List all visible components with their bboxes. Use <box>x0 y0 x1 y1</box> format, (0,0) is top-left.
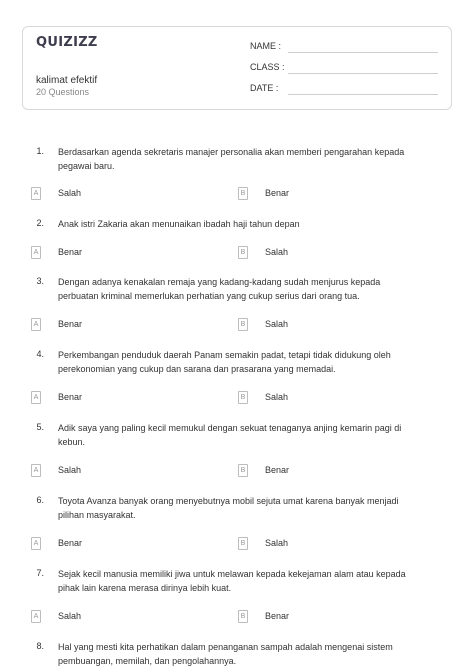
option-a-text[interactable]: Benar <box>58 319 83 329</box>
option-a-text[interactable]: Salah <box>58 188 82 198</box>
question-number: 8. <box>36 641 44 651</box>
question-line: pilihan masyarakat. <box>58 510 136 520</box>
option-b-text[interactable]: Benar <box>265 188 290 198</box>
worksheet-title: kalimat efektif <box>36 75 98 86</box>
quizizz-logo: QUIZIZZ <box>36 35 98 50</box>
question-number: 4. <box>36 349 44 359</box>
question-number: 5. <box>36 422 44 432</box>
question-number: 1. <box>36 146 44 156</box>
option-b-text[interactable]: Salah <box>265 392 289 402</box>
option-a-box[interactable]: A <box>31 537 41 550</box>
option-b-box[interactable]: B <box>238 391 248 404</box>
question-text <box>58 217 443 231</box>
question-number: 6. <box>36 495 44 505</box>
option-b-text[interactable]: Benar <box>265 611 290 621</box>
question-text <box>58 348 443 376</box>
question-line: Berdasarkan agenda sekretaris manajer personalia akan memberi pengarahan kepada <box>58 147 405 157</box>
option-a-text[interactable]: Benar <box>58 247 83 257</box>
question-count: 20 Questions <box>36 87 90 97</box>
date-field[interactable] <box>288 94 438 95</box>
question-number: 7. <box>36 568 44 578</box>
option-a-text[interactable]: Salah <box>58 611 82 621</box>
option-a-box[interactable]: A <box>31 464 41 477</box>
question-text <box>58 494 443 522</box>
question-text <box>58 421 443 449</box>
question-line: Sejak kecil manusia memiliki jiwa untuk melawan kepada kekejaman alam atau kepada <box>58 569 406 579</box>
question-line: Dengan adanya kenakalan remaja yang kadang-kadang sudah menjurus kepada <box>58 277 381 287</box>
option-a-text[interactable]: Salah <box>58 465 82 475</box>
question-line: Anak istri Zakaria akan menunaikan ibadah haji tahun depan <box>58 219 300 229</box>
option-b-box[interactable]: B <box>238 537 248 550</box>
option-a-box[interactable]: A <box>31 391 41 404</box>
question-line: Toyota Avanza banyak orang menyebutnya mobil sejuta umat karena banyak menjadi <box>58 496 399 506</box>
option-a-text[interactable]: Benar <box>58 538 83 548</box>
question-line: pihak lain karena merasa dirinya lebih kuat. <box>58 583 232 593</box>
question-text <box>58 275 443 303</box>
question-text <box>58 567 443 595</box>
option-b-box[interactable]: B <box>238 610 248 623</box>
question-text <box>58 145 443 173</box>
name-field[interactable] <box>288 52 438 53</box>
class-field[interactable] <box>288 73 438 74</box>
question-number: 3. <box>36 276 44 286</box>
option-b-box[interactable]: B <box>238 246 248 259</box>
question-line: perbuatan kriminal memerlukan perhatian yang cukup serius dari orang tua. <box>58 291 360 301</box>
class-label: CLASS : <box>250 62 285 72</box>
option-a-box[interactable]: A <box>31 610 41 623</box>
option-a-text[interactable]: Benar <box>58 392 83 402</box>
option-b-text[interactable]: Salah <box>265 538 289 548</box>
question-line: Hal yang mesti kita perhatikan dalam penanganan sampah adalah mengenai sistem <box>58 642 393 652</box>
question-line: kebun. <box>58 437 86 447</box>
date-label: DATE : <box>250 83 279 93</box>
option-b-box[interactable]: B <box>238 464 248 477</box>
option-a-box[interactable]: A <box>31 246 41 259</box>
question-line: pegawai baru. <box>58 161 115 171</box>
question-line: pembuangan, memilah, dan pengolahannya. <box>58 656 237 666</box>
option-a-box[interactable]: A <box>31 187 41 200</box>
question-number: 2. <box>36 218 44 228</box>
option-b-box[interactable]: B <box>238 318 248 331</box>
question-line: perekonomian yang cukup dan sarana dan prasarana yang memadai. <box>58 364 336 374</box>
option-a-box[interactable]: A <box>31 318 41 331</box>
question-line: Adik saya yang paling kecil memukul dengan sekuat tenaganya anjing kemarin pagi di <box>58 423 402 433</box>
option-b-text[interactable]: Benar <box>265 465 290 475</box>
option-b-text[interactable]: Salah <box>265 247 289 257</box>
question-text <box>58 640 443 668</box>
question-line: Perkembangan penduduk daerah Panam semakin padat, tetapi tidak didukung oleh <box>58 350 391 360</box>
option-b-box[interactable]: B <box>238 187 248 200</box>
name-label: NAME : <box>250 41 282 51</box>
option-b-text[interactable]: Salah <box>265 319 289 329</box>
